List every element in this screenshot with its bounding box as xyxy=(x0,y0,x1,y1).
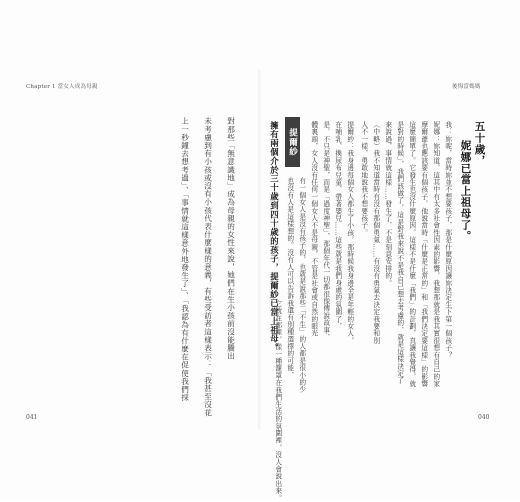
left-column-2: 未考慮到有小孩或沒有小孩代表什麼樣的意義，有些受訪者這樣表示：「我甚至沒花 xyxy=(203,117,213,417)
tirza-text-5: 有一個女人是沒有孩子的，也就是說那些「不生」的人都是很小的少 xyxy=(297,177,306,393)
left-page-number: 041 xyxy=(26,414,38,421)
interview-text-7: （中略）我不知道當時有沒有那個勇氣……有沒有勇氣去決定我要和別 xyxy=(371,121,380,345)
interview-text-4: 這麼簡單了。它發生也沒什麼原因，這樣不是什麼「我們」的計劃，真讓我覺得，就 xyxy=(407,121,416,388)
tirza-text-3: 是，不只是神聖，而是「過度神聖」，那個年代一切都很像傳說故事， xyxy=(321,121,330,341)
tirza-text-4: 體裏頭，女人沒有任何一個女人不是母親，不管是社會或自然的眼光 xyxy=(309,121,318,337)
book-gutter xyxy=(258,70,262,430)
tirza-text-7: 它就在那裡，像一種籠罩在我們生活的氛圍裡，沒人會說出來。 xyxy=(273,300,282,502)
left-running-head: Chapter 1 當女人成為母親 xyxy=(26,84,98,90)
chapter-heading-line-1: 五十歲， xyxy=(473,121,486,167)
chapter-heading-line-2: 妮娜已當上祖母了。 xyxy=(459,140,472,242)
right-running-head: 後悔當媽媽 xyxy=(452,84,481,90)
interview-text-5: 是對的時候」，我們該做了，這是對我來說不是我自己想去考慮的，就是這樣決定了 xyxy=(395,121,404,385)
right-page-number: 040 xyxy=(478,414,490,421)
tirza-text-2: 在哺乳、換尿布兒童、帶著嬰兒……這些就是我們身處的氛圍了， xyxy=(333,121,342,330)
interview-text-6: 來說過，事情就這樣……發生了，不是刻意安排的。 xyxy=(383,121,392,287)
interview-text-2: 妮娜：妳知道，這其中有太多社會性因素的影響，我想那就是我其實很想有自己的家 xyxy=(431,121,440,388)
tirza-text-1: 提爾紗：我身邊每個女人都生了小孩，那時候我身邊全是年輕的女人， xyxy=(345,121,354,345)
left-column-1: 對那些「無意識地」成為母親的女性來說，她們在生小孩前沒能騰出 xyxy=(226,117,236,360)
interview-text-8: 人不一樣，勇敢地說我不想要孩子。 xyxy=(359,121,368,237)
interview-text-3: 摩爾爺也應該要有個孩子，他說當時「什麼是正常的」和「我們決定要這樣」的影響 xyxy=(419,121,428,388)
interview-text-1: 我：妳呢，當時妳並不想要孩子，那是什麼原因讓妳決定生下第一個孩子？ xyxy=(443,121,452,359)
speaker-subhead: 擁有兩個介於三十歲到四十歲的孩子，提爾紗已當上祖母。 xyxy=(269,121,280,353)
tirza-text-6: 也沒有人是這樣想的。沒有人可以告訴我還有別種選擇的可能， xyxy=(285,177,294,379)
left-column-3: 上一秒鐘去想考過」、「事情就這樣意外地發生了」、「我認為有什麼在促使我們採 xyxy=(180,117,190,402)
speaker-name-tag: 提爾紗 xyxy=(285,117,300,167)
